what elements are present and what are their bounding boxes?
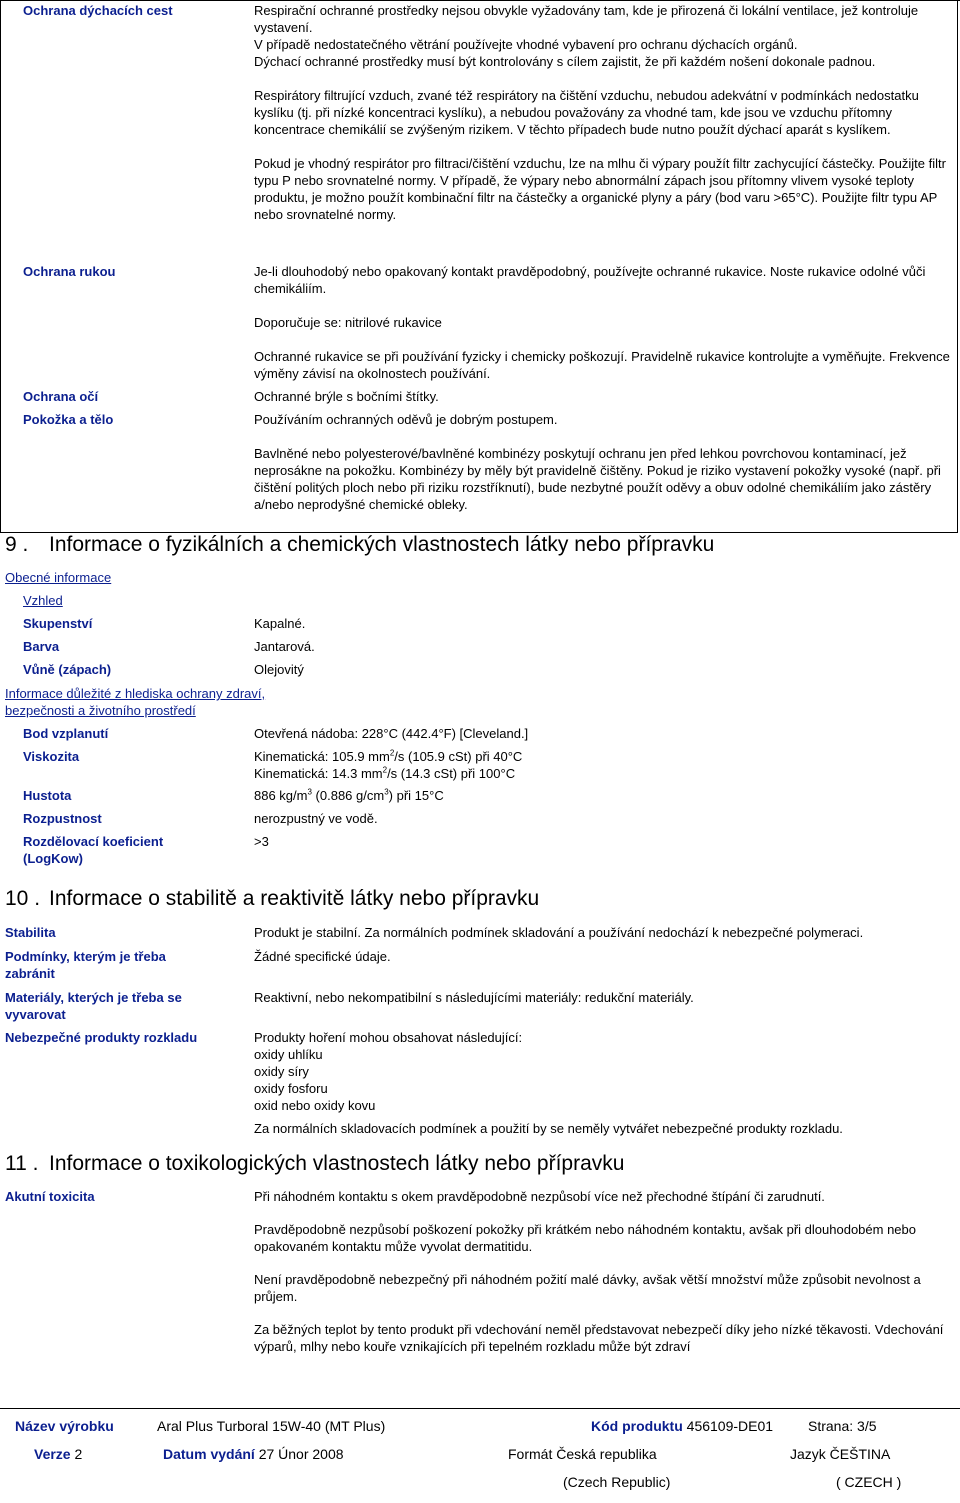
conditions-to-avoid-value: Žádné specifické údaje. [254, 949, 391, 964]
issue-date-value: 27 Únor 2008 [258, 1446, 344, 1462]
acute-p4: Za běžných teplot by tento produkt při vdechování neměl představovat nebezpečí díky jeho nízké těkavosti. Vdechování výparů, mlhy nebo kouře vznikajících při tepelném rozkladu může být zdraví [254, 1322, 944, 1354]
viscosity-40-text: Kinematická: 105.9 mm [254, 749, 390, 764]
section-10-heading [5, 887, 539, 911]
product-code-label: Kód produktu [591, 1418, 683, 1434]
flash-point-label: Bod vzplanutí [23, 726, 109, 741]
acute-p1: Při náhodném kontaktu s okem pravděpodobně nezpůsobí více než přechodné štípání či zarudnutí. [254, 1189, 825, 1204]
hazardous-decomposition-value [254, 1029, 958, 1137]
footer-product-name [15, 1418, 114, 1435]
density-value [254, 787, 444, 804]
important-info-line1: Informace důležité z hlediska ochrany zdraví, [5, 686, 266, 701]
stability-value: Produkt je stabilní. Za normálních podmínek skladování a používání nedochází k nebezpečné polymeraci. [254, 925, 864, 940]
respiratory-p4: Respirátory filtrující vzduch, zvané též respirátory na čištění vzduchu, nebudou adekvátní v podmínkách nedostatku kyslíku (tj. při nízké koncentraci kyslíku), a nebudou považovány za vhodné tam, kde jsou ve vzduchu přítomny koncentrace chemikálií se zvýšeným rizikem. V těchto případech bude nutno použít dýchací aparát s kyslíkem. [254, 88, 919, 137]
viscosity-40-text-tail: /s (105.9 cSt) při 40°C [394, 749, 523, 764]
issue-date-label: Datum vydání [163, 1446, 255, 1462]
footer-page-number: Strana: 3/5 [808, 1418, 877, 1434]
respiratory-protection-label: Ochrana dýchacích cest [23, 3, 173, 18]
odor-label: Vůně (zápach) [23, 662, 112, 677]
hazardous-item: oxid nebo oxidy kovu [254, 1098, 376, 1113]
section-11-heading [5, 1152, 624, 1176]
acute-toxicity-text [254, 1188, 950, 1355]
partition-coefficient-label [23, 833, 163, 867]
skin-protection-label: Pokožka a tělo [23, 412, 114, 427]
density-sup-2: 3 [384, 787, 389, 797]
respiratory-p1: Respirační ochranné prostředky nejsou obvykle vyžadovány tam, kde je přirozená či lokální ventilace, jež kontroluje vystavení. [254, 3, 919, 35]
version-label: Verze [34, 1446, 71, 1462]
viscosity-label: Viskozita [23, 749, 80, 764]
materials-label-line1: Materiály, kterých je třeba se [5, 990, 182, 1005]
partition-label-line1: Rozdělovací koeficient [23, 834, 164, 849]
color-label: Barva [23, 639, 60, 654]
footer-format-sub: (Czech Republic) [563, 1474, 671, 1490]
section-10-number: 10 . [5, 887, 41, 910]
hands-p3: Ochranné rukavice se při používání fyzicky i chemicky poškozují. Pravidelně rukavice kontrolujte a vyměňujte. Frekvence výměny závisí na okolnostech používání. [254, 349, 950, 381]
materials-to-avoid-label [5, 989, 182, 1023]
conditions-label-line1: Podmínky, kterým je třeba [5, 949, 166, 964]
section-9-title: Informace o fyzikálních a chemických vlastnostech látky nebo přípravku [49, 533, 715, 556]
materials-to-avoid-value: Reaktivní, nebo nekompatibilní s následujícími materiály: redukční materiály. [254, 990, 694, 1005]
footer-product-code [591, 1418, 773, 1435]
color-value: Jantarová. [254, 639, 315, 654]
density-text-a: 886 kg/m [254, 788, 308, 803]
density-label: Hustota [23, 788, 72, 803]
section-11-number: 11 . [5, 1152, 39, 1175]
density-text-b: (0.886 g/cm [311, 788, 385, 803]
footer-rule [0, 1408, 960, 1409]
footer-version [34, 1446, 82, 1463]
footer-product-name-value: Aral Plus Turboral 15W-40 (MT Plus) [157, 1418, 386, 1434]
section-10-title: Informace o stabilitě a reaktivitě látky nebo přípravku [49, 887, 540, 910]
footer-issue-date [163, 1446, 344, 1463]
skin-p1: Používáním ochranných oděvů je dobrým postupem. [254, 412, 558, 427]
partition-label-line2: (LogKow) [23, 851, 83, 866]
frame-top-rule [0, 0, 960, 1]
flash-point-value: Otevřená nádoba: 228°C (442.4°F) [Cleveland.] [254, 726, 529, 741]
frame-right-rule [957, 0, 958, 532]
hand-protection-label: Ochrana rukou [23, 264, 116, 279]
respiratory-p5: Pokud je vhodný respirátor pro filtraci/čištění vzduchu, lze na mlhu či výpary použít filtr zachycující částečky. Použijte filtr typu P nebo srovnatelné normy. V případě, že výpary nebo abnormální zápach jsou přítomny vlivem vysoké teploty produktu, je možno použít kombinační filtr na částečky a organické plyny a páry (bod varu >65°C). Použijte filtr typu AP nebo srovnatelné normy. [254, 156, 946, 222]
acute-p3: Není pravděpodobně nebezpečný při náhodném požití malé dávky, avšak větší množství může způsobit nevolnost a průjem. [254, 1272, 921, 1304]
viscosity-100-text-tail: /s (14.3 cSt) při 100°C [387, 766, 516, 781]
viscosity-value [254, 748, 522, 782]
product-name-label: Název výrobku [15, 1418, 114, 1434]
hands-p2: Doporučuje se: nitrilové rukavice [254, 315, 442, 330]
acute-toxicity-label: Akutní toxicita [5, 1189, 95, 1204]
viscosity-100-sup: 2 [382, 765, 388, 775]
hazardous-decomposition-label: Nebezpečné produkty rozkladu [5, 1030, 198, 1045]
respiratory-p2: V případě nedostatečného větrání používejte vhodné vybavení pro ochranu dýchacích orgánů. [254, 37, 798, 52]
general-info-label: Obecné informace [5, 570, 112, 585]
partition-coefficient-value: >3 [254, 834, 269, 849]
materials-label-line2: vyvarovat [5, 1007, 66, 1022]
density-sup-1: 3 [307, 787, 312, 797]
important-info-label [5, 685, 265, 719]
respiratory-protection-text [254, 2, 950, 223]
conditions-to-avoid-label [5, 948, 166, 982]
hazardous-item: oxidy síry [254, 1064, 309, 1079]
hazardous-item: oxidy fosforu [254, 1081, 328, 1096]
footer-format: Formát Česká republika [508, 1446, 657, 1462]
physical-state-value: Kapalné. [254, 616, 306, 631]
solubility-value: nerozpustný ve vodě. [254, 811, 378, 826]
solubility-label: Rozpustnost [23, 811, 102, 826]
stability-label: Stabilita [5, 925, 56, 940]
acute-p2: Pravděpodobně nezpůsobí poškození pokožky při krátkém nebo náhodném kontaktu, avšak při dlouhodobém nebo opakovaném kontaktu může vyvolat dermatitidu. [254, 1222, 916, 1254]
hazardous-intro: Produkty hoření mohou obsahovat následující: [254, 1030, 523, 1045]
skin-p2: Bavlněné nebo polyesterové/bavlněné kombinézy poskytují ochranu jen před lehkou povrchovou kontaminací, jež neprosákne na pokožku. Kombinézy by měly být pravidelně čištěny. Pokud je riziko vystavení pokožky vysoké (např. při čištění politých ploch nebo při riziku rozstříknutí), bude nezbytné použít oděvy a obuv odolné chemikáliím jako zástěry a/nebo neprodyšné chemické obleky. [254, 446, 941, 512]
conditions-label-line2: zabránit [5, 966, 55, 981]
appearance-label: Vzhled [23, 593, 63, 608]
odor-value: Olejovitý [254, 662, 304, 677]
physical-state-label: Skupenství [23, 616, 93, 631]
section-9-heading [5, 533, 714, 557]
hazardous-item: oxidy uhlíku [254, 1047, 323, 1062]
section-9-number: 9 . [5, 533, 29, 556]
product-code-value: 456109-DE01 [686, 1418, 774, 1434]
respiratory-p3: Dýchací ochranné prostředky musí být kontrolovány s cílem zajistit, že při každém nošení dokonale padnou. [254, 54, 876, 69]
footer-language-sub: ( CZECH ) [836, 1474, 902, 1490]
frame-left-rule [0, 0, 1, 532]
density-text-c: ) při 15°C [388, 788, 444, 803]
eye-protection-text: Ochranné brýle s bočními štítky. [254, 389, 439, 404]
important-info-line2: bezpečnosti a životního prostředí [5, 703, 196, 718]
footer-language: Jazyk ČEŠTINA [790, 1446, 891, 1462]
hand-protection-text [254, 263, 950, 382]
version-value: 2 [74, 1446, 83, 1462]
viscosity-40-sup: 2 [389, 748, 395, 758]
viscosity-100-text: Kinematická: 14.3 mm [254, 766, 383, 781]
section-11-title: Informace o toxikologických vlastnostech látky nebo přípravku [49, 1152, 625, 1175]
skin-protection-text [254, 411, 950, 513]
hazardous-note: Za normálních skladovacích podmínek a použití by se neměly vytvářet nebezpečné produkty rozkladu. [254, 1121, 843, 1136]
eye-protection-label: Ochrana očí [23, 389, 99, 404]
hands-p1: Je-li dlouhodobý nebo opakovaný kontakt pravděpodobný, používejte ochranné rukavice. Noste rukavice odolné vůči chemikáliím. [254, 264, 926, 296]
